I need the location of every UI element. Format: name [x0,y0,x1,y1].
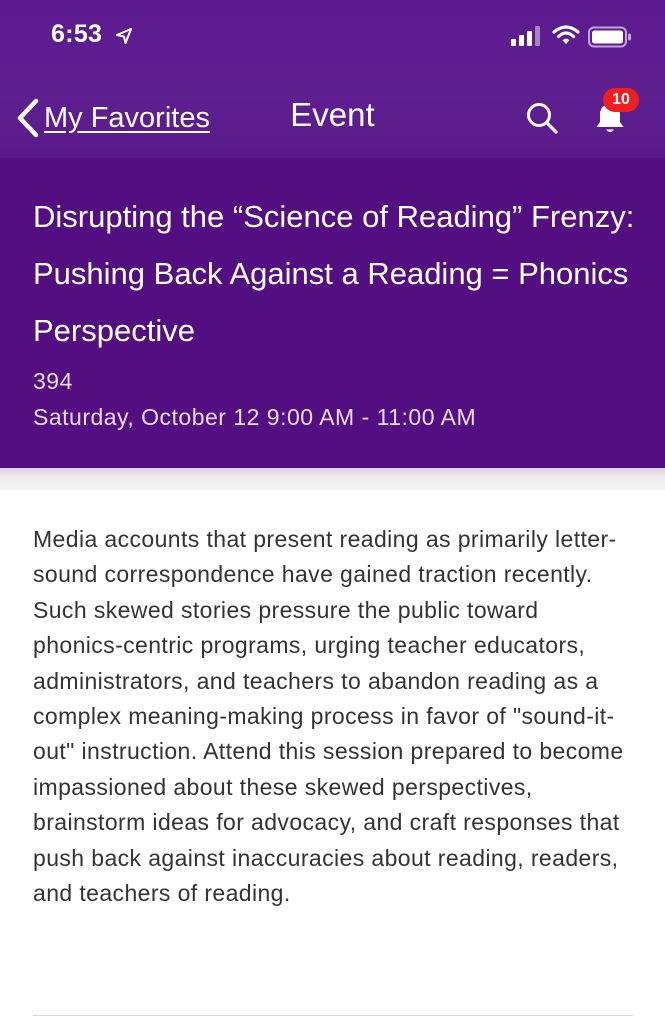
cellular-signal-icon [511,26,541,46]
event-datetime: Saturday, October 12 9:00 AM - 11:00 AM [33,404,477,430]
event-title: Disrupting the “Science of Reading” Frenzy: Pushing Back Against a Reading = Phonics Perspective [33,199,635,348]
event-details-card [0,490,665,1024]
wifi-icon [552,24,580,46]
event-room: 394 [33,368,73,394]
event-header [0,158,665,468]
chevron-left-icon [14,98,40,138]
notification-badge: 10 [603,88,639,112]
top-bar [0,0,665,158]
battery-icon [588,26,632,48]
search-icon[interactable] [524,100,560,136]
event-description: Media accounts that present reading as primarily letter-sound correspondence have gained traction recently. Such skewed stories pressure the public toward phonics-centric programs, urging teacher educators, administrators, and teachers to abandon reading as a complex meaning-making process in favor of "sound-it-out" instruction. Attend this session prepared to become impassioned about these skewed perspectives, brainstorm ideas for advocacy, and craft responses that push back against inaccuracies about reading, readers, and teachers of reading. [33,526,624,907]
nav-bar [0,78,665,158]
section-separator [0,468,665,490]
back-button[interactable] [14,93,210,143]
back-label[interactable]: My Favorites [44,101,210,134]
page-title: Event [290,96,375,133]
divider [33,1015,633,1016]
status-bar [0,0,665,72]
status-time: 6:53 [51,20,103,48]
location-arrow-icon [116,28,132,44]
